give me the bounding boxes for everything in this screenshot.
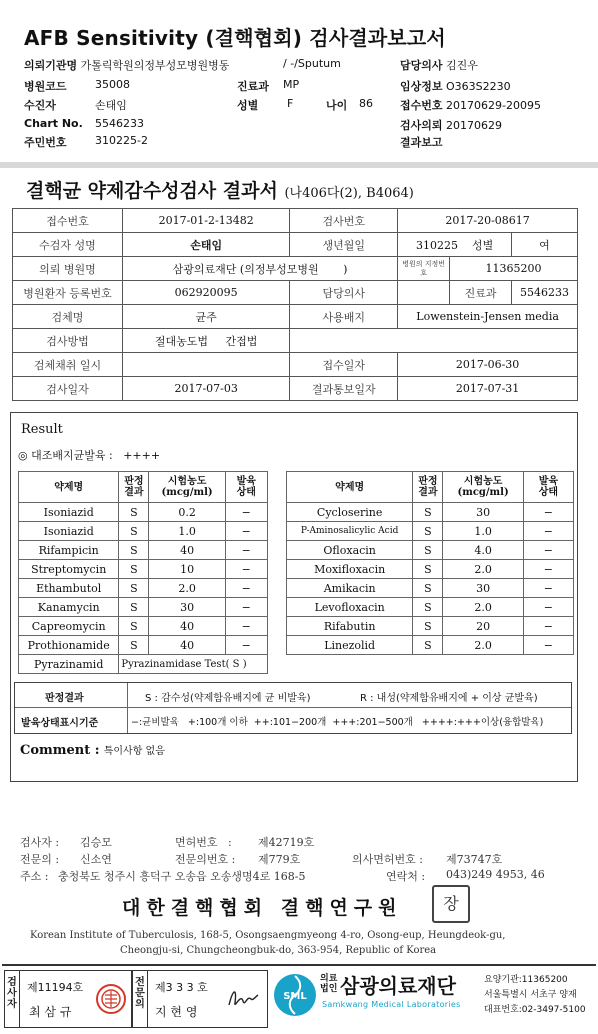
- bacteria-growth: [18, 447, 160, 463]
- receipt-no: 2017-01-2-13482: [122, 209, 290, 233]
- drug-cell-judge: S: [413, 541, 443, 560]
- info-row: [13, 353, 578, 377]
- drug-cell-conc: 20: [443, 617, 523, 636]
- drug-cell-growth: −: [523, 617, 573, 636]
- medium: Lowenstein-Jensen media: [398, 305, 578, 329]
- header-drug: 약제명: [286, 472, 412, 503]
- examiner: 김승모: [80, 836, 112, 849]
- exam-no: 2017-20-08617: [398, 209, 578, 233]
- hospital-row: [24, 57, 229, 73]
- specimen: 균주: [122, 305, 290, 329]
- dob: 310225 성별: [398, 233, 512, 257]
- address: 충청북도 청주시 흥덕구 오송읍 오송생명4로 168-5: [58, 870, 306, 883]
- specialist: 신소연: [80, 853, 112, 866]
- examiner-label: 검사자 :: [20, 836, 60, 849]
- request-value: 20170629: [446, 119, 503, 132]
- drug-cell-conc: 30: [443, 503, 523, 522]
- drug-cell-growth: −: [523, 522, 573, 541]
- sex-label: 성별: [471, 238, 494, 252]
- drug-row: [19, 503, 574, 522]
- footer: [2, 964, 596, 1032]
- received: 2017-06-30: [398, 353, 578, 377]
- age-label: 나이: [326, 99, 348, 112]
- info-table: [12, 208, 578, 401]
- specimen-label: 검체명: [13, 305, 123, 329]
- drug-cell-drug: Prothionamide: [19, 636, 119, 655]
- request-row: [400, 117, 502, 133]
- separator: [0, 162, 598, 168]
- code-line: 요양기관:11365200: [484, 975, 568, 985]
- sml-logo-text: SML: [283, 991, 307, 1002]
- dept-label: 진료과: [450, 281, 512, 305]
- doc-title-text: 결핵균 약제감수성검사 결과서: [26, 180, 278, 202]
- doctor-license-label: 의사면허번호 :: [352, 853, 423, 866]
- drug-cell-conc: 40: [149, 636, 225, 655]
- age-value: 86: [359, 97, 373, 110]
- corp-prefix-2: 법인: [320, 984, 338, 994]
- designated-label: 병원의 지정번호: [398, 257, 450, 281]
- method: 절대농도법 간접법: [122, 329, 290, 353]
- drug-cell-drug: Ofloxacin: [286, 541, 412, 560]
- drug-cell-drug: Linezolid: [286, 636, 412, 655]
- drug-cell-growth: −: [523, 541, 573, 560]
- box-divider: [147, 971, 148, 1027]
- drug-cell-drug: Cycloserine: [286, 503, 412, 522]
- result-title: Result: [21, 422, 63, 437]
- clinical-label: 임상정보: [400, 80, 443, 93]
- growth-text: −:균비발육 +:100개 이하 ++:101−200개 +++:201−500개 ++++:+++이상(융합발육): [131, 717, 544, 728]
- hospital-value: 가톨릭학원의정부성모병원병동: [80, 59, 230, 72]
- institute-address-2: Cheongju-si, Chungcheongbuk-do, 363-954, Republic of Korea: [120, 945, 437, 956]
- pza-row: [19, 655, 574, 674]
- clinical-row: [400, 78, 511, 94]
- drug-cell-judge: S: [119, 598, 149, 617]
- column-gap: [267, 522, 286, 541]
- column-gap: [267, 617, 286, 636]
- drug-cell-judge: S: [413, 636, 443, 655]
- drug-cell-growth: −: [225, 503, 267, 522]
- drug-cell-conc: 0.2: [149, 503, 225, 522]
- resident-label: 주민번호: [24, 136, 67, 149]
- corp-en: Samkwang Medical Laboratories: [322, 1000, 461, 1009]
- chart-value: 5546233: [95, 117, 144, 130]
- bacteria-value: ++++: [123, 449, 161, 462]
- drug-cell-drug: Isoniazid: [19, 522, 119, 541]
- drug-cell-judge: S: [413, 579, 443, 598]
- column-gap: [267, 598, 286, 617]
- drug-cell-conc: 10: [149, 560, 225, 579]
- column-gap: [267, 503, 286, 522]
- drug-cell-drug: Levofloxacin: [286, 598, 412, 617]
- info-row: [13, 377, 578, 401]
- method-label: 검사방법: [13, 329, 123, 353]
- medium-label: 사용배지: [290, 305, 398, 329]
- header-judge: 판정 결과: [413, 472, 443, 503]
- license-label: 면허번호 :: [175, 836, 232, 849]
- specialist-box: [132, 970, 268, 1028]
- column-gap: [267, 579, 286, 598]
- dept-value: MP: [283, 78, 300, 91]
- reception-row: [400, 97, 541, 113]
- method-blank: [290, 329, 578, 353]
- chart-label: Chart No.: [24, 117, 83, 130]
- comment: [20, 742, 165, 758]
- drug-cell-drug: Streptomycin: [19, 560, 119, 579]
- spec-license-label: 전문의번호 :: [175, 853, 236, 866]
- drug-cell-judge: S: [413, 560, 443, 579]
- doctor-row: [400, 57, 478, 73]
- corp-prefix: [320, 974, 337, 994]
- bacteria-label: ◎ 대조배지균발육 :: [18, 449, 113, 462]
- examiner-no: 제11194호: [27, 981, 84, 994]
- drug-row: [19, 560, 574, 579]
- drug-cell-judge: S: [119, 617, 149, 636]
- pza-blank: [267, 655, 573, 674]
- drug-row: [19, 617, 574, 636]
- drug-cell-judge: S: [413, 598, 443, 617]
- drug-cell-judge: S: [413, 503, 443, 522]
- notified: 2017-07-31: [398, 377, 578, 401]
- institute-name: 대한결핵협회 결핵연구원: [122, 897, 403, 919]
- legend-divider: [127, 683, 128, 733]
- drug-header-row: [19, 472, 574, 503]
- specialist-vlabel: 전문의: [135, 977, 145, 1010]
- received-label: 접수일자: [290, 353, 398, 377]
- doctor-label: 담당의사: [290, 281, 398, 305]
- info-row: [13, 281, 578, 305]
- header-growth: 발육 상태: [523, 472, 573, 503]
- hospcode-label: 병원코드: [24, 80, 67, 93]
- info-row: [13, 257, 578, 281]
- drug-row: [19, 636, 574, 655]
- drug-cell-conc: 30: [149, 598, 225, 617]
- drug-cell-growth: −: [523, 560, 573, 579]
- specialist-no: 제3 3 3 호: [155, 981, 208, 994]
- drug-cell-conc: 1.0: [149, 522, 225, 541]
- receipt-no-label: 접수번호: [13, 209, 123, 233]
- examiner-vlabel: 검사자: [7, 977, 17, 1010]
- drug-cell-conc: 1.0: [443, 522, 523, 541]
- patient-value: 손태임: [95, 99, 127, 112]
- drug-cell-growth: −: [523, 579, 573, 598]
- column-gap: [267, 636, 286, 655]
- examiner-box: [4, 970, 132, 1028]
- info-row: [13, 305, 578, 329]
- dob-label: 생년월일: [290, 233, 398, 257]
- resident-value: 310225-2: [95, 134, 148, 147]
- collect-label: 검체채취 일시: [13, 353, 123, 377]
- growth-label: 발육상태표시기준: [21, 718, 99, 729]
- institute-seal: 장: [432, 885, 470, 923]
- examiner-name: 최 삼 규: [29, 1005, 72, 1019]
- comment-label: Comment :: [20, 743, 100, 758]
- result-label: 결과보고: [400, 136, 443, 149]
- doc-title: [26, 176, 414, 203]
- drug-cell-drug: Rifabutin: [286, 617, 412, 636]
- drug-row: [19, 598, 574, 617]
- drug-cell-drug: Moxifloxacin: [286, 560, 412, 579]
- dept-value: 5546233: [512, 281, 578, 305]
- institute-address: Korean Institute of Tuberculosis, 168-5, Osongsaengmyeong 4-ro, Osong-eup, Heungdeok-gu,: [30, 930, 506, 941]
- pza-drug: Pyrazinamid: [19, 655, 119, 674]
- signature-icon: [225, 983, 261, 1013]
- drug-cell-conc: 40: [149, 541, 225, 560]
- drug-cell-judge: S: [119, 579, 149, 598]
- dept-label: 진료과: [237, 80, 269, 93]
- drug-row: [19, 579, 574, 598]
- drug-cell-growth: −: [225, 560, 267, 579]
- hospital-label: 의뢰기관명: [24, 59, 78, 72]
- drug-cell-drug: Rifampicin: [19, 541, 119, 560]
- drug-cell-drug: Amikacin: [286, 579, 412, 598]
- reception-label: 접수번호: [400, 99, 443, 112]
- header-drug: 약제명: [19, 472, 119, 503]
- drug-cell-growth: −: [225, 579, 267, 598]
- req-hosp-label: 의뢰 병원명: [13, 257, 123, 281]
- license: 제42719호: [258, 836, 315, 849]
- spec-license: 제779호: [258, 853, 301, 866]
- corp-prefix-1: 의료: [320, 974, 338, 984]
- drug-cell-judge: S: [119, 636, 149, 655]
- column-gap: [267, 560, 286, 579]
- judge-s: S : 감수성(약제함유배지에 균 비발육): [145, 693, 311, 704]
- header-conc: 시험농도 (mcg/ml): [443, 472, 523, 503]
- drug-cell-judge: S: [119, 560, 149, 579]
- specialist-name: 지 현 영: [155, 1005, 198, 1019]
- exam-no-label: 검사번호: [290, 209, 398, 233]
- doc-code: (나406다(2), B4064): [284, 186, 414, 201]
- notified-label: 결과통보일자: [290, 377, 398, 401]
- drug-table: [18, 471, 574, 674]
- tested-label: 검사일자: [13, 377, 123, 401]
- drug-cell-drug: Isoniazid: [19, 503, 119, 522]
- patient-reg-label: 병원환자 등록번호: [13, 281, 123, 305]
- pza-test: Pyrazinamidase Test( S ): [119, 655, 268, 674]
- drug-cell-conc: 2.0: [443, 636, 523, 655]
- doctor-value: 김진우: [446, 59, 478, 72]
- header-judge: 판정 결과: [119, 472, 149, 503]
- judge-label: 판정결과: [45, 693, 84, 704]
- drug-cell-judge: S: [119, 522, 149, 541]
- doctor-value: [398, 281, 450, 305]
- drug-cell-conc: 2.0: [443, 598, 523, 617]
- column-gap: [267, 472, 286, 503]
- header-growth: 발육 상태: [225, 472, 267, 503]
- drug-cell-drug: P-Aminosalicylic Acid: [286, 522, 412, 541]
- drug-cell-conc: 30: [443, 579, 523, 598]
- drug-cell-growth: −: [225, 598, 267, 617]
- sex-value: F: [287, 97, 294, 110]
- corp-name: 삼광의료재단: [340, 974, 456, 998]
- designated-no: 11365200: [450, 257, 578, 281]
- collect-value: [122, 353, 290, 377]
- specialist-label: 전문의 :: [20, 853, 60, 866]
- info-row: [13, 209, 578, 233]
- tel-line: 대표번호:02-3497-5100: [484, 1005, 586, 1015]
- drug-cell-growth: −: [523, 636, 573, 655]
- drug-cell-judge: S: [119, 541, 149, 560]
- patient-name: 손태임: [122, 233, 290, 257]
- contact-label: 연락처 :: [386, 870, 426, 883]
- drug-row: [19, 522, 574, 541]
- drug-cell-growth: −: [225, 636, 267, 655]
- drug-cell-conc: 2.0: [149, 579, 225, 598]
- drug-cell-growth: −: [523, 503, 573, 522]
- drug-cell-growth: −: [225, 541, 267, 560]
- drug-cell-growth: −: [523, 598, 573, 617]
- drug-cell-drug: Capreomycin: [19, 617, 119, 636]
- patient-reg: 062920095: [122, 281, 290, 305]
- address-label: 주소 :: [20, 870, 49, 883]
- report-title: AFB Sensitivity (결핵협회) 검사결과보고서: [24, 26, 446, 50]
- specimen-value: / -/Sputum: [283, 57, 341, 70]
- drug-cell-conc: 40: [149, 617, 225, 636]
- legend-divider: [15, 707, 571, 708]
- info-row: [13, 329, 578, 353]
- judge-r: R : 내성(약제함유배지에 + 이상 균발육): [360, 693, 538, 704]
- reception-value: 20170629-20095: [446, 99, 541, 112]
- req-hosp: 삼광의료재단 (의정부성모병원 ): [122, 257, 397, 281]
- name-label: 수검자 성명: [13, 233, 123, 257]
- drug-cell-judge: S: [413, 617, 443, 636]
- legend-box: [14, 682, 572, 734]
- drug-cell-drug: Kanamycin: [19, 598, 119, 617]
- sex: 여: [512, 233, 578, 257]
- doctor-label: 담당의사: [400, 59, 443, 72]
- clinical-value: O363S2230: [446, 80, 511, 93]
- sex-label: 성별: [237, 99, 259, 112]
- patient-label: 수진자: [24, 99, 56, 112]
- info-row: [13, 233, 578, 257]
- addr-line: 서울특별시 서초구 양재: [484, 990, 577, 1000]
- column-gap: [267, 541, 286, 560]
- drug-cell-growth: −: [225, 617, 267, 636]
- drug-cell-judge: S: [413, 522, 443, 541]
- examiner-seal-icon: [95, 983, 127, 1015]
- drug-cell-conc: 4.0: [443, 541, 523, 560]
- sml-logo-icon: [272, 972, 318, 1018]
- contact: 043)249 4953, 46: [446, 868, 545, 881]
- doctor-license: 제73747호: [446, 853, 503, 866]
- hospcode-value: 35008: [95, 78, 130, 91]
- drug-row: [19, 541, 574, 560]
- drug-cell-judge: S: [119, 503, 149, 522]
- header-conc: 시험농도 (mcg/ml): [149, 472, 225, 503]
- drug-cell-drug: Ethambutol: [19, 579, 119, 598]
- tested: 2017-07-03: [122, 377, 290, 401]
- request-label: 검사의뢰: [400, 119, 443, 132]
- drug-cell-growth: −: [225, 522, 267, 541]
- comment-text: 특이사항 없음: [103, 746, 165, 757]
- box-divider: [19, 971, 20, 1027]
- drug-cell-conc: 2.0: [443, 560, 523, 579]
